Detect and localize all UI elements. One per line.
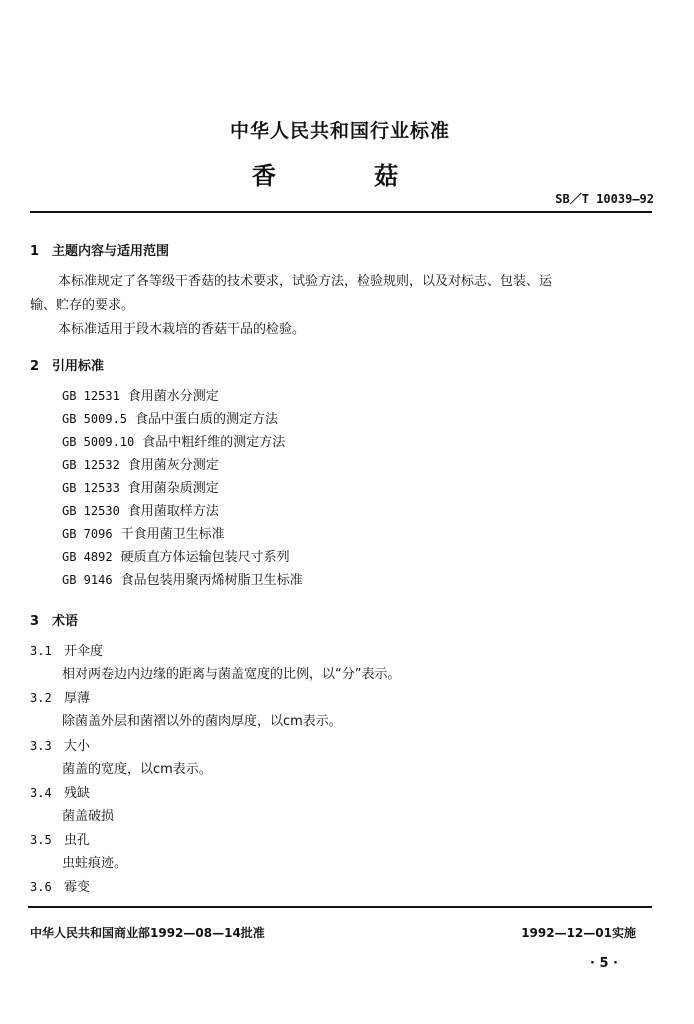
reference-name: 食用菌取样方法 — [127, 504, 219, 519]
standard-number: SB／T 10039—92 — [555, 192, 654, 206]
reference-item — [62, 500, 219, 519]
reference-item — [62, 385, 219, 404]
term-heading — [30, 782, 90, 801]
term-number: 3.2 — [30, 691, 52, 705]
term-name: 残缺 — [64, 786, 91, 801]
term-heading — [30, 735, 90, 754]
implementation-date: 1992—12—01实施 — [521, 926, 636, 940]
term-definition: 菌盖的宽度，以cm表示。 — [62, 762, 212, 777]
issuing-body-title: 中华人民共和国行业标准 — [229, 120, 450, 142]
term-name: 大小 — [64, 739, 91, 754]
reference-code: GB 12532 — [62, 458, 120, 472]
reference-name: 食用菌灰分测定 — [127, 458, 219, 473]
term-definition: 相对两卷边内边缘的距离与菌盖宽度的比例，以“分”表示。 — [62, 667, 401, 682]
reference-item — [62, 546, 290, 565]
section-1-heading: 1 主题内容与适用范围 — [30, 244, 170, 259]
term-name: 开伞度 — [64, 644, 104, 659]
reference-name: 食用菌水分测定 — [127, 389, 219, 404]
reference-item — [62, 477, 219, 496]
reference-name: 食用菌杂质测定 — [127, 481, 219, 496]
reference-name: 干食用菌卫生标准 — [120, 527, 225, 542]
term-heading — [30, 876, 90, 895]
reference-name: 食品中粗纤维的测定方法 — [142, 435, 286, 450]
term-number: 3.5 — [30, 833, 52, 847]
document-title: 香 菇 — [251, 162, 429, 190]
reference-code: GB 5009.10 — [62, 435, 135, 449]
section-1-paragraph-1-line-1: 本标准规定了各等级干香菇的技术要求，试验方法，检验规则，以及对标志、包装、运 — [58, 274, 553, 289]
reference-item — [62, 523, 225, 542]
term-definition: 除菌盖外层和菌褶以外的菌肉厚度，以cm表示。 — [62, 714, 342, 729]
term-definition: 菌盖破损 — [62, 809, 115, 824]
reference-code: GB 12531 — [62, 389, 120, 403]
header-divider — [30, 211, 652, 213]
reference-item — [62, 454, 219, 473]
reference-code: GB 7096 — [62, 527, 113, 541]
section-3-heading: 3 术语 — [30, 614, 79, 629]
reference-code: GB 4892 — [62, 550, 113, 564]
reference-name: 食品包装用聚丙烯树脂卫生标准 — [120, 573, 303, 588]
term-name: 厚薄 — [64, 691, 91, 706]
term-heading — [30, 829, 90, 848]
reference-name: 食品中蛋白质的测定方法 — [135, 412, 279, 427]
term-heading — [30, 687, 90, 706]
term-heading — [30, 640, 103, 659]
term-definition: 虫蛀痕迹。 — [62, 856, 128, 871]
reference-item — [62, 408, 278, 427]
section-1-paragraph-1-line-2: 输、贮存的要求。 — [30, 298, 135, 313]
reference-code: GB 12533 — [62, 481, 120, 495]
reference-code: GB 5009.5 — [62, 412, 128, 426]
reference-code: GB 9146 — [62, 573, 113, 587]
term-name: 霉变 — [64, 880, 91, 895]
page-number: · 5 · — [590, 956, 618, 971]
section-2-heading: 2 引用标准 — [30, 359, 105, 374]
term-number: 3.4 — [30, 786, 52, 800]
footer-divider — [28, 906, 652, 908]
term-number: 3.6 — [30, 880, 52, 894]
term-number: 3.1 — [30, 644, 52, 658]
approval-info: 中华人民共和国商业部1992—08—14批准 — [30, 926, 265, 940]
term-number: 3.3 — [30, 739, 52, 753]
section-1-paragraph-2: 本标准适用于段木栽培的香菇干品的检验。 — [58, 322, 306, 337]
reference-item — [62, 569, 303, 588]
reference-item — [62, 431, 285, 450]
term-name: 虫孔 — [64, 833, 91, 848]
reference-code: GB 12530 — [62, 504, 120, 518]
reference-name: 硬质直方体运输包装尺寸系列 — [120, 550, 290, 565]
